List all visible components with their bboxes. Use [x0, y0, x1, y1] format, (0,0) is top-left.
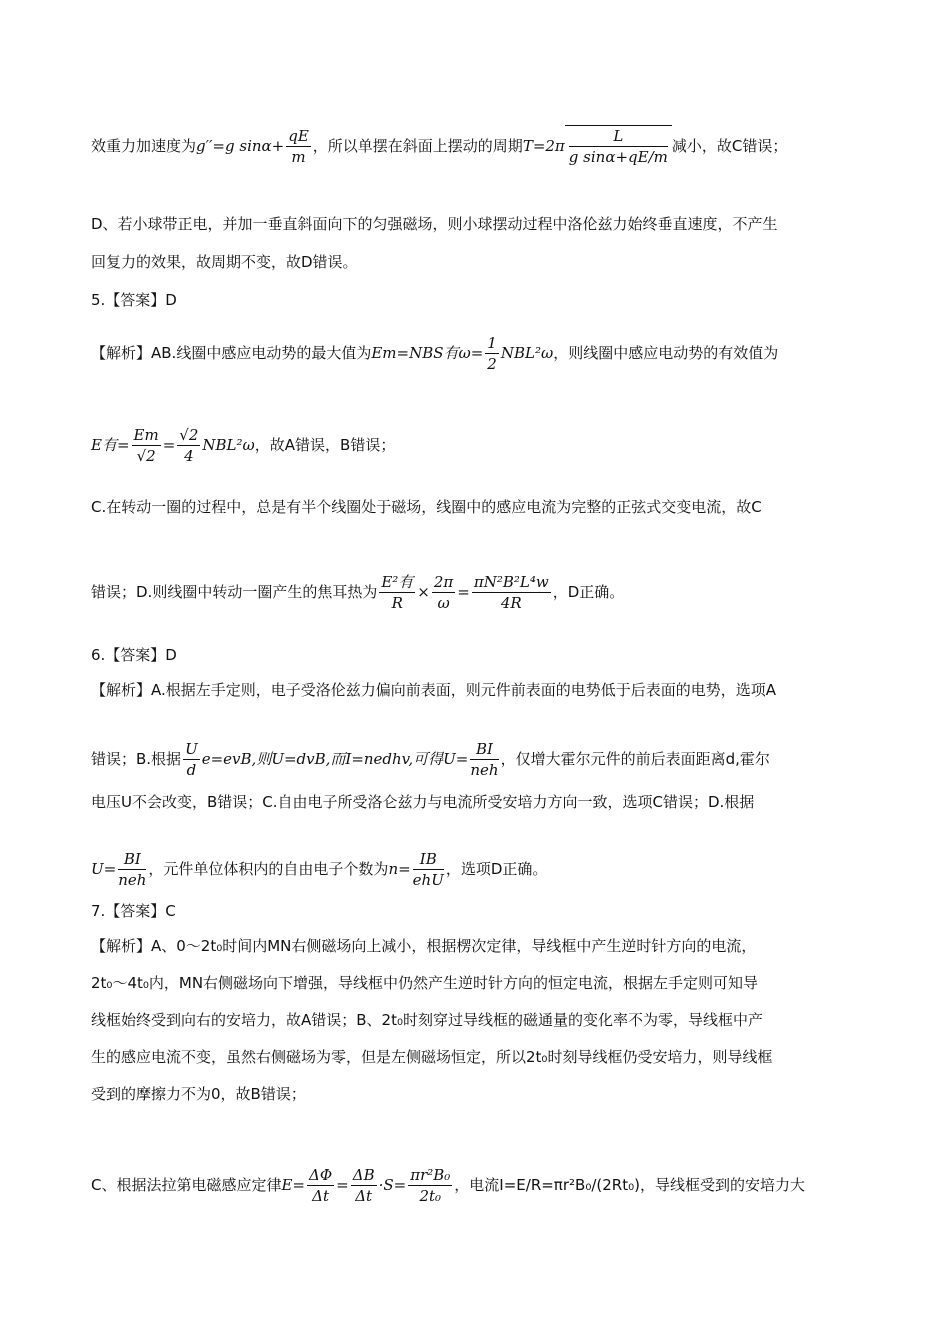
text-line-16 — [91, 972, 864, 994]
text-line-10 — [91, 679, 864, 701]
line-11-post: ，仅增大霍尔元件的前后表面距离d,霍尔 — [500, 750, 770, 768]
line-8-mid: × — [417, 583, 430, 601]
line-20-post: ，电流I=E/R=πr²B₀/(2Rt₀)，导线框受到的安培力大 — [454, 1176, 805, 1194]
answer-6 — [91, 644, 864, 666]
line-1-post: 减小，故C错误； — [671, 137, 788, 155]
line-10-text: 【解析】A.根据左手定则，电子受洛伦兹力偏向前表面，则元件前表面的电势低于后表面的电势，选项A — [91, 681, 777, 699]
line-6-formula-2: NBL²ω — [202, 436, 255, 454]
line-6-fraction-1-den: √2 — [136, 447, 156, 465]
line-1-formula-2: T=2π — [522, 137, 565, 155]
line-8-fraction-2-den: ω — [437, 594, 450, 612]
line-13-fraction-2 — [413, 849, 444, 890]
text-line-19 — [91, 1083, 864, 1105]
line-8-fraction-3 — [472, 572, 551, 613]
line-15-text: 【解析】A、0～2t₀时间内MN右侧磁场向上减小，根据楞次定律，导线框中产生逆时针方向的电流， — [91, 937, 757, 955]
line-3-text: 回复力的效果，故周期不变，故D错误。 — [91, 253, 358, 271]
line-13-fraction-1-den: neh — [118, 871, 147, 889]
line-7-text: C.在转动一圈的过程中，总是有半个线圈处于磁场，线圈中的感应电流为完整的正弦式交变电流，故C — [91, 498, 762, 516]
line-20-fraction-3 — [408, 1165, 452, 1206]
text-line-3 — [91, 251, 864, 273]
line-8-fraction-1-num: E²有 — [381, 573, 414, 591]
line-11-fraction-2 — [470, 739, 498, 780]
line-13-post: ，选项D正确。 — [445, 860, 548, 878]
line-8-formula-2: = — [457, 583, 470, 601]
line-6-mid: = — [162, 436, 176, 454]
line-5-fraction-1-den: 2 — [487, 355, 497, 373]
text-line-20 — [91, 1165, 864, 1206]
text-line-1 — [91, 125, 864, 167]
line-8-pre: 错误；D.则线圈中转动一圈产生的焦耳热为 — [91, 583, 378, 601]
line-8-post: ，D正确。 — [552, 583, 625, 601]
line-20-fraction-3-den: 2t₀ — [419, 1187, 442, 1205]
line-5-pre: 【解析】AB.线圈中感应电动势的最大值为 — [91, 344, 372, 362]
line-20-formula-1: E= — [281, 1176, 306, 1194]
text-line-5 — [91, 333, 864, 374]
answer-5-text: 5.【答案】D — [91, 291, 177, 309]
line-1-mid: ，所以单摆在斜面上摆动的周期 — [312, 137, 523, 155]
line-11-formula-2: U= — [443, 750, 469, 768]
text-line-15 — [91, 935, 864, 957]
text-line-11 — [91, 739, 864, 780]
line-6-fraction-2-den: 4 — [184, 447, 194, 465]
line-11-fraction-2-den: neh — [470, 761, 499, 779]
line-16-text: 2t₀～4t₀内，MN右侧磁场向下增强，导线框中仍然产生逆时针方向的恒定电流，根据左手定则可知导 — [91, 974, 759, 992]
line-6-fraction-1-num: Em — [133, 426, 159, 444]
answer-7 — [91, 900, 864, 922]
line-20-fraction-1 — [307, 1165, 334, 1206]
line-1-fraction-2-num: L — [569, 126, 668, 147]
line-1-sqrt — [565, 125, 672, 167]
line-1-formula-1: g′′=g sinα+ — [196, 137, 285, 155]
line-20-fraction-3-num: πr²B₀ — [410, 1166, 451, 1184]
line-20-fraction-2-num: ΔB — [352, 1166, 375, 1184]
line-5-post: ，则线圈中感应电动势的有效值为 — [553, 344, 779, 362]
line-6-fraction-2-num: √2 — [179, 426, 199, 444]
line-13-mid: ，元件单位体积内的自由电子个数为 — [148, 860, 389, 878]
line-5-fraction-1 — [485, 333, 499, 374]
line-20-pre: C、根据法拉第电磁感应定律 — [91, 1176, 282, 1194]
line-1-fraction-1-den: m — [291, 148, 306, 166]
line-13-formula-1: U= — [91, 860, 117, 878]
line-11-fraction-1 — [183, 739, 200, 780]
line-6-formula-1: E有= — [91, 436, 130, 454]
line-2-text: D、若小球带正电，并加一垂直斜面向下的匀强磁场，则小球摆动过程中洛伦兹力始终垂直速度，不产生 — [91, 215, 778, 233]
text-line-17 — [91, 1009, 864, 1031]
line-19-text: 受到的摩擦力不为0，故B错误； — [91, 1085, 306, 1103]
text-line-8 — [91, 572, 864, 613]
line-5-formula-1: Em=NBS有ω= — [371, 344, 484, 362]
line-5-fraction-1-num: 1 — [487, 334, 497, 352]
line-20-fraction-1-den: Δt — [312, 1187, 330, 1205]
text-line-18 — [91, 1046, 864, 1068]
line-6-fraction-2 — [177, 425, 200, 466]
text-line-13 — [91, 849, 864, 890]
text-line-7 — [91, 496, 864, 518]
line-11-pre: 错误；B.根据 — [91, 750, 182, 768]
answer-5 — [91, 289, 864, 311]
line-1-fraction-1 — [286, 126, 311, 167]
line-8-fraction-1-den: R — [391, 594, 403, 612]
line-13-formula-2: n= — [388, 860, 411, 878]
line-13-fraction-1 — [118, 849, 146, 890]
line-8-fraction-2-num: 2π — [433, 573, 454, 591]
line-18-text: 生的感应电流不变，虽然右侧磁场为零，但是左侧磁场恒定，所以2t₀时刻导线框仍受安培力，则导线框 — [91, 1048, 773, 1066]
line-8-fraction-2 — [432, 572, 455, 613]
line-6-post: ，故A错误，B错误； — [254, 436, 396, 454]
line-13-fraction-2-den: ehU — [412, 871, 444, 889]
line-1-fraction-2 — [569, 126, 668, 167]
line-5-formula-2: NBL²ω — [500, 344, 554, 362]
answer-6-text: 6.【答案】D — [91, 646, 177, 664]
line-11-fraction-2-num: BI — [470, 739, 498, 760]
line-11-fraction-1-den: d — [186, 761, 197, 779]
line-13-fraction-2-num: IB — [413, 849, 444, 870]
line-11-mid: 则U=dvB,而I=nedhv,可得 — [256, 750, 444, 768]
line-6-fraction-1 — [132, 425, 161, 466]
text-line-6 — [91, 425, 864, 466]
line-8-fraction-3-den: 4R — [500, 594, 522, 612]
line-11-formula-1: e=evB, — [201, 750, 257, 768]
line-8-fraction-1 — [379, 572, 415, 613]
line-1-pre: 效重力加速度为 — [91, 137, 197, 155]
line-20-mid: = — [336, 1176, 349, 1194]
line-1-fraction-2-den: g sinα+qE/m — [568, 148, 668, 166]
line-20-formula-2: ·S= — [378, 1176, 407, 1194]
line-1-fraction-1-num: qE — [288, 127, 309, 145]
line-20-fraction-1-num: ΔΦ — [309, 1166, 333, 1184]
answer-7-text: 7.【答案】C — [91, 902, 176, 920]
text-line-12 — [91, 791, 864, 813]
line-8-fraction-3-num: πN²B²L⁴w — [473, 573, 549, 591]
line-11-fraction-1-num: U — [185, 740, 198, 758]
line-12-text: 电压U不会改变，B错误；C.自由电子所受洛仑兹力与电流所受安培力方向一致，选项C错误；D.根据 — [91, 793, 755, 811]
line-17-text: 线框始终受到向右的安培力，故A错误；B、2t₀时刻穿过导线框的磁通量的变化率不为零，导线框中产 — [91, 1011, 763, 1029]
line-13-fraction-1-num: BI — [118, 849, 146, 870]
line-20-fraction-2 — [351, 1165, 377, 1206]
text-line-2 — [91, 213, 864, 235]
line-20-fraction-2-den: Δt — [355, 1187, 373, 1205]
